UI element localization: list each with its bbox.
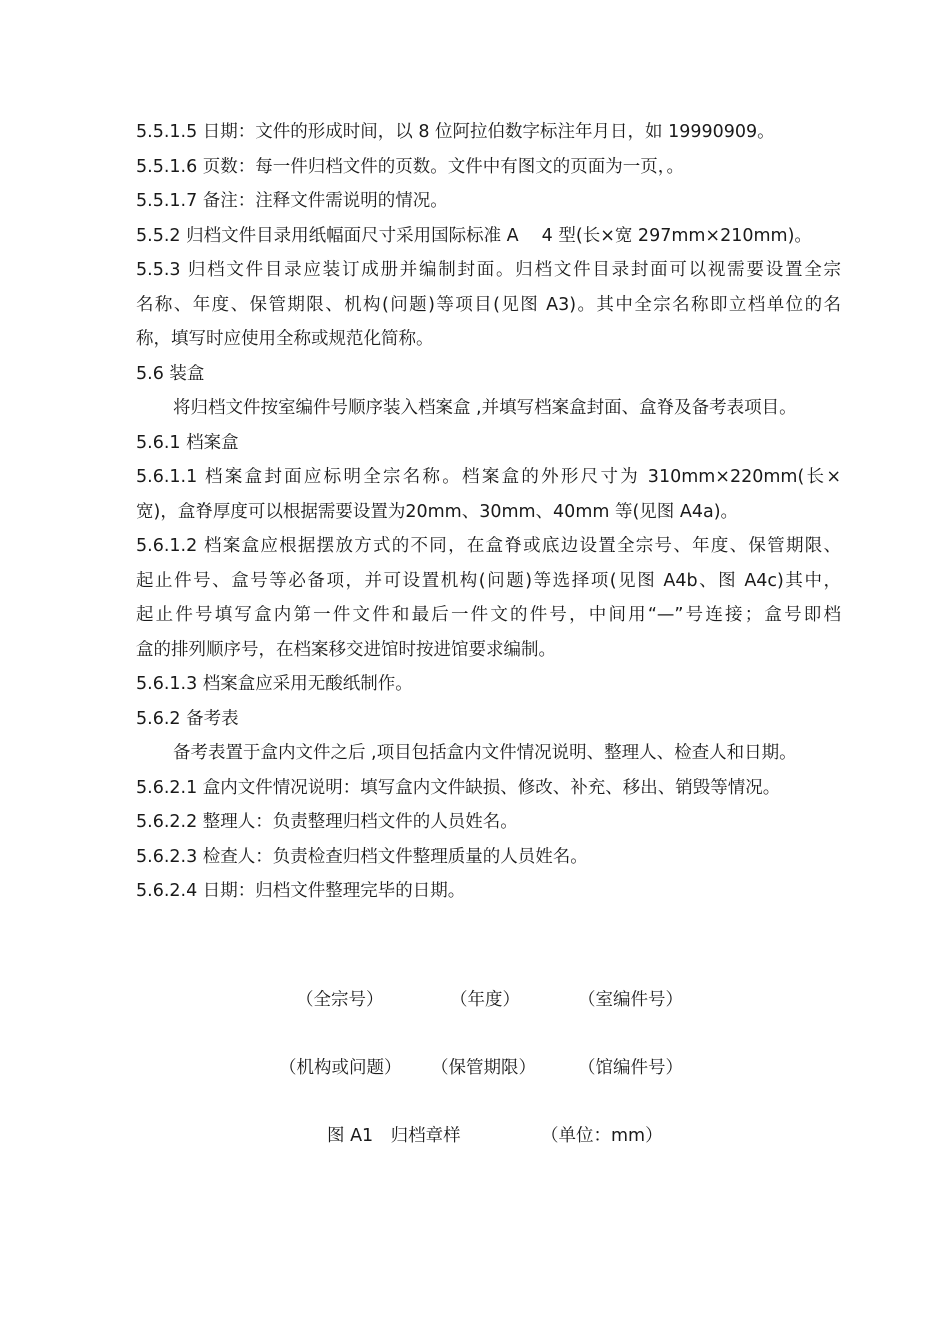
paragraph-line: 5.5.1.6 页数：每一件归档文件的页数。文件中有图文的页面为一页，。 bbox=[136, 156, 685, 177]
section-heading: 5.6.2 备考表 bbox=[136, 708, 239, 729]
paragraph-line: 盒的排列顺序号，在档案移交进馆时按进馆要求编制。 bbox=[136, 639, 556, 660]
stamp-field-year: （年度） bbox=[450, 990, 520, 1010]
paragraph-line: 5.6.1.1 档案盒封面应标明全宗名称。档案盒的外形尺寸为 310mm×220mm(长× bbox=[136, 467, 841, 487]
stamp-field-retention-period: （保管期限） bbox=[431, 1058, 536, 1078]
paragraph-line: 5.6.1.3 档案盒应采用无酸纸制作。 bbox=[136, 674, 413, 694]
paragraph-line: 5.5.3 归档文件目录应装订成册并编制封面。归档文件目录封面可以视需要设置全宗 bbox=[136, 260, 841, 280]
paragraph-line: 5.6.2.1 盒内文件情况说明：填写盒内文件缺损、修改、补充、移出、销毁等情况。 bbox=[136, 777, 781, 798]
paragraph-line: 5.6.2.3 检查人：负责检查归档文件整理质量的人员姓名。 bbox=[136, 846, 588, 867]
section-heading: 5.6 装盒 bbox=[136, 363, 205, 384]
paragraph-line: 名称、年度、保管期限、机构(问题)等项目(见图 A3)。其中全宗名称即立档单位的名 bbox=[136, 294, 841, 315]
document-body bbox=[136, 115, 841, 909]
stamp-field-organization: （机构或问题） bbox=[279, 1058, 402, 1078]
paragraph-line: 5.6.2.2 整理人：负责整理归档文件的人员姓名。 bbox=[136, 812, 518, 832]
section-heading: 5.6.1 档案盒 bbox=[136, 432, 239, 453]
paragraph-line: 5.6.2.4 日期：归档文件整理完毕的日期。 bbox=[136, 881, 466, 901]
paragraph-line: 5.5.1.7 备注：注释文件需说明的情况。 bbox=[136, 191, 448, 211]
paragraph-line: 宽)，盒脊厚度可以根据需要设置为20mm、30mm、40mm 等(见图 A4a)。 bbox=[136, 501, 739, 522]
stamp-field-room-item-number: （室编件号） bbox=[578, 990, 683, 1010]
stamp-row-2 bbox=[0, 1056, 950, 1080]
paragraph-line: 5.5.2 归档文件目录用纸幅面尺寸采用国际标准 A 4 型(长×宽 297mm×210mm)。 bbox=[136, 225, 812, 246]
paragraph-line: 5.5.1.5 日期：文件的形成时间，以 8 位阿拉伯数字标注年月日，如 19990909。 bbox=[136, 122, 775, 142]
figure-label: 图 A1 归档章样 bbox=[327, 1126, 461, 1146]
paragraph-line: 将归档文件按室编件号顺序装入档案盒 ,并填写档案盒封面、盒脊及备考表项目。 bbox=[173, 398, 797, 418]
stamp-row-1 bbox=[0, 988, 950, 1012]
paragraph-line: 起止件号、盒号等必备项，并可设置机构(问题)等选择项(见图 A4b、图 A4c)其中， bbox=[136, 570, 841, 591]
paragraph-line: 起止件号填写盒内第一件文件和最后一件文的件号，中间用“—”号连接；盒号即档 bbox=[136, 605, 841, 625]
paragraph-line: 备考表置于盒内文件之后 ,项目包括盒内文件情况说明、整理人、检查人和日期。 bbox=[173, 743, 797, 763]
figure-caption bbox=[0, 1124, 950, 1148]
figure-unit: （单位：mm） bbox=[541, 1126, 663, 1146]
stamp-field-archive-item-number: （馆编件号） bbox=[578, 1058, 683, 1078]
stamp-field-fonds-number: （全宗号） bbox=[296, 990, 384, 1010]
paragraph-line: 称，填写时应使用全称或规范化简称。 bbox=[136, 329, 434, 349]
paragraph-line: 5.6.1.2 档案盒应根据摆放方式的不同，在盒脊或底边设置全宗号、年度、保管期限、 bbox=[136, 536, 841, 556]
